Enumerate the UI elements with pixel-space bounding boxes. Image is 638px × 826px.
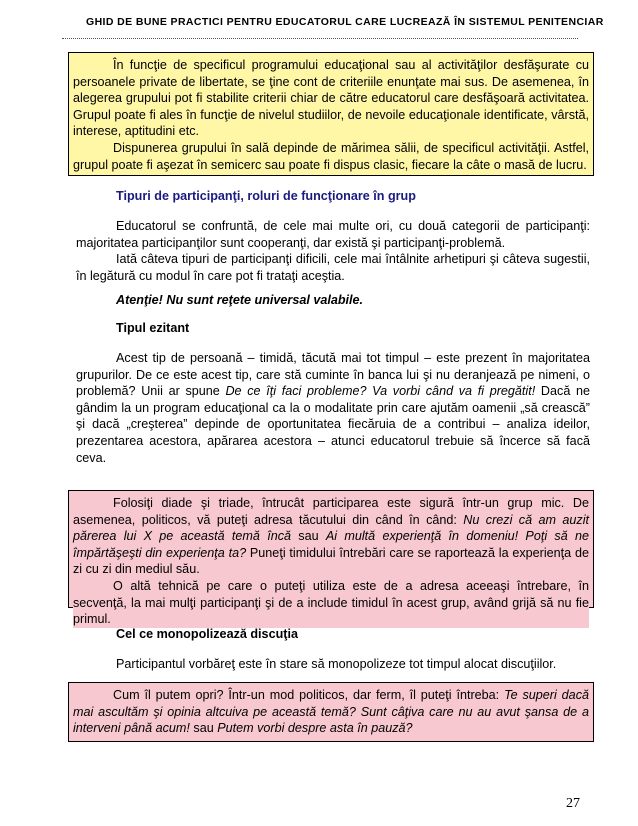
callout-box-monopolizer-tips bbox=[68, 682, 594, 742]
text-run: Acest tip de persoană – timidă, tăcută mai tot timpul – este prezent în majoritatea grupurilor. De ce este acest tip, care stă cuminte în banca lui şi nu deranjează pe nimeni, o problemă? Unii ar spune bbox=[76, 351, 590, 399]
text-run: sau bbox=[291, 529, 326, 544]
italic-quote: Te superi dacă mai ascultăm şi opinia altcuiva pe această temă? Sunt câţiva care nu au avut şansa de a interveni până acum! bbox=[73, 688, 589, 736]
running-header: GHID DE BUNE PRACTICI PENTRU EDUCATORUL CARE LUCREAZĂ ÎN SISTEMUL PENITENCIAR bbox=[86, 16, 604, 28]
section-participant-types bbox=[76, 188, 590, 205]
paragraph: Iată câteva tipuri de participanţi dificili, cele mai întâlnite arhetipuri şi câteva sugestii, în legătură cu modul în care pot fi trataţi aceştia. bbox=[76, 252, 590, 283]
italic-quote: De ce îţi faci probleme? Va vorbi când va fi pregătit! bbox=[225, 384, 536, 399]
italic-quote: Ai multă experienţă în domeniu! Poţi să ne împărtăşeşti din experienţa ta? bbox=[73, 529, 589, 560]
italic-quote: Putem vorbi despre asta în pauză? bbox=[217, 721, 413, 736]
text-run: Folosiţi diade şi triade, întrucât participarea este sigură într-un grup mic. De asemenea, politicos, vă puteţi adresa tăcutului din când în când: bbox=[73, 496, 589, 527]
italic-quote: Nu crezi că am auzit părerea lui X pe această temă încă bbox=[73, 512, 589, 544]
type-title-hesitant: Tipul ezitant bbox=[116, 321, 190, 335]
text-run: Puneţi timidului întrebări care se raportează la experienţa de zi cu zi din mediul său. bbox=[73, 545, 589, 577]
warning-note bbox=[76, 292, 590, 309]
page-number: 27 bbox=[566, 796, 580, 811]
type-title-monopolizer: Cel ce monopolizează discuţia bbox=[116, 627, 298, 641]
warning-text: Atenţie! Nu sunt reţete universal valabile. bbox=[116, 293, 364, 307]
callout-paragraph bbox=[73, 495, 589, 578]
callout-box-hesitant-tips bbox=[68, 490, 594, 627]
text-run: sau bbox=[189, 721, 218, 736]
subheading-block bbox=[76, 320, 590, 337]
header-divider bbox=[62, 38, 578, 39]
text-run: Cum îl putem opri? Într-un mod politicos, dar ferm, îl puteţi întreba: bbox=[113, 688, 505, 702]
text-run: Dacă ne gândim la un program educaţional ca la o modalitate prin care ajutăm oamenii „să crească” şi dacă „creşterea” depinde de oportunitatea fiecăruia de a contribui – analiza ideilor, prezentarea acestora, apărarea acestora – atunci educatorul trebuie să încerce să facă ceva. bbox=[76, 384, 591, 465]
paragraph: Educatorul se confruntă, de cele mai multe ori, cu două categorii de participanţi: majoritatea participanţilor sunt cooperanţi, dar există şi participanţi-problemă. bbox=[76, 219, 590, 250]
callout-paragraph bbox=[73, 687, 589, 737]
callout-paragraph: Dispunerea grupului în sală depinde de mărimea sălii, de specificul activităţii. Astfel, grupul poate fi aşezat în semicerc sau poate fi dispus clasic, fiecare la câte o masă de lucru. bbox=[73, 140, 589, 172]
body-text bbox=[76, 218, 590, 284]
paragraph bbox=[76, 350, 590, 466]
callout-paragraph: O altă tehnică pe care o puteţi utiliza este de a adresa aceeaşi întrebare, în secvenţă, la mai mulţi participanţi şi de a include timidul în acest grup, având grijă să nu fie primul. bbox=[73, 578, 589, 627]
hesitant-description bbox=[76, 350, 590, 466]
paragraph: Participantul vorbăreţ este în stare să monopolizeze tot timpul alocat discuţiilor. bbox=[116, 657, 557, 671]
section-heading: Tipuri de participanţi, roluri de funcţionare în grup bbox=[116, 189, 416, 203]
monopolizer-description bbox=[76, 656, 590, 673]
callout-paragraph: În funcţie de specificul programului educaţional sau al activităţilor desfăşurate cu persoanele private de libertate, se ţine cont de criteriile enunţate mai sus. De asemenea, în alegerea grupului pot fi stabilite criterii chiar de către educatorul care desfăşoară activitatea. Grupul poate fi ales în funcţie de nivelul studiilor, de nevoile educaţionale identificate, vârstă, interese, aptitudini etc. bbox=[73, 58, 589, 139]
callout-box-group-selection bbox=[68, 52, 594, 176]
subheading-block bbox=[76, 626, 590, 643]
